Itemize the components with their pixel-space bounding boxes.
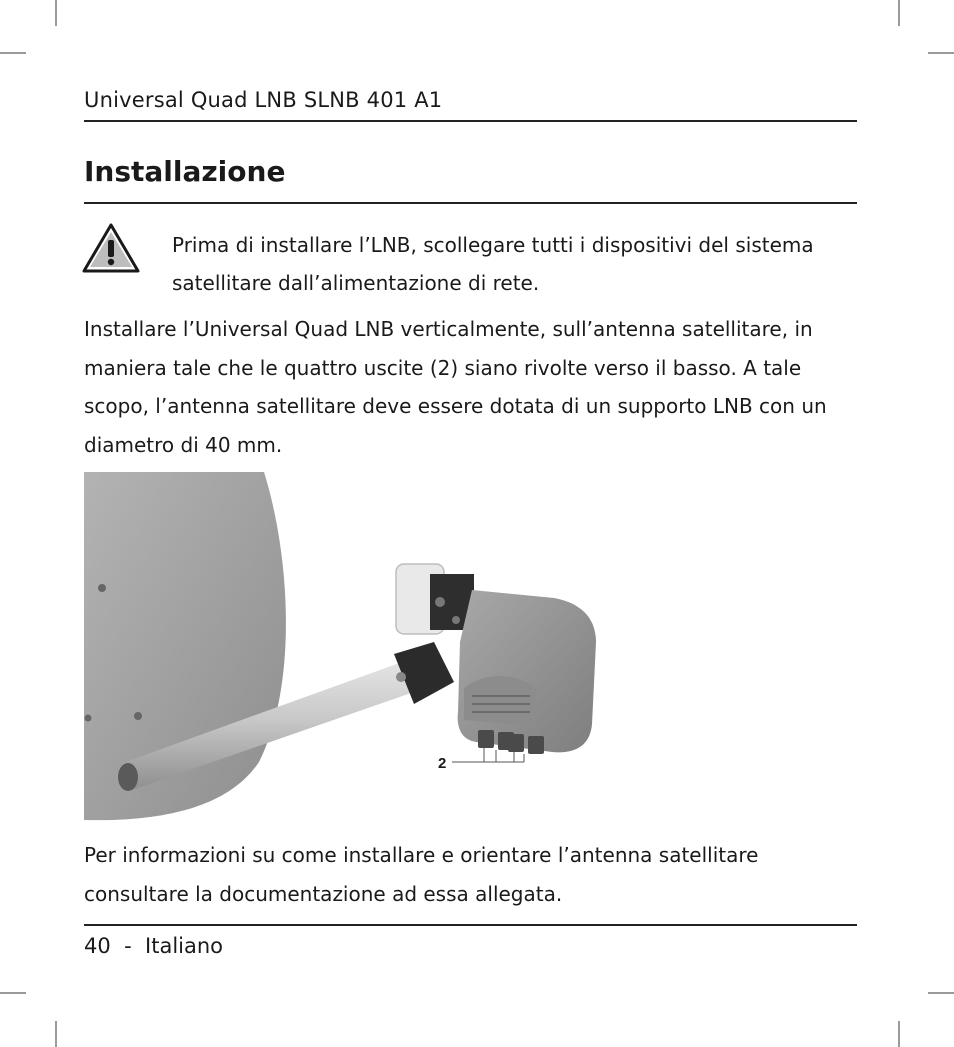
section-rule [84, 202, 857, 204]
crop-mark-top-right-h [928, 52, 954, 54]
crop-mark-bottom-left-h [0, 992, 26, 994]
lnb-installation-photo [84, 472, 624, 822]
crop-mark-bottom-left-v [55, 1021, 57, 1047]
footer-separator: - [124, 934, 132, 958]
page-footer [84, 934, 223, 958]
body-paragraph: Installare l’Universal Quad LNB verticalmente, sull’antenna satellitare, in maniera tale che le quattro uscite (2) siano rivolte verso il basso. A tale scopo, l’antenna satellitare deve essere dotata di un supporto LNB con un diametro di 40 mm. [84, 317, 827, 457]
section-title: Installazione [84, 155, 286, 188]
warning-text: Prima di installare l’LNB, scollegare tutti i dispositivi del sistema satellitare dall’alimentazione di rete. [172, 233, 814, 295]
crop-mark-bottom-right-v [898, 1021, 900, 1047]
closing-paragraph: Per informazioni su come installare e orientare l’antenna satellitare consultare la documentazione ad essa allegata. [84, 843, 759, 906]
running-header: Universal Quad LNB SLNB 401 A1 [84, 88, 443, 112]
footer-rule [84, 924, 857, 926]
crop-mark-top-left-h [0, 52, 26, 54]
header-rule [84, 120, 857, 122]
warning-triangle-icon [82, 223, 140, 273]
output-callout-label: 2 [438, 755, 447, 772]
crop-mark-top-right-v [898, 0, 900, 26]
crop-mark-bottom-right-h [928, 992, 954, 994]
crop-mark-top-left-v [55, 0, 57, 26]
footer-language: Italiano [145, 934, 224, 958]
page-number: 40 [84, 934, 111, 958]
